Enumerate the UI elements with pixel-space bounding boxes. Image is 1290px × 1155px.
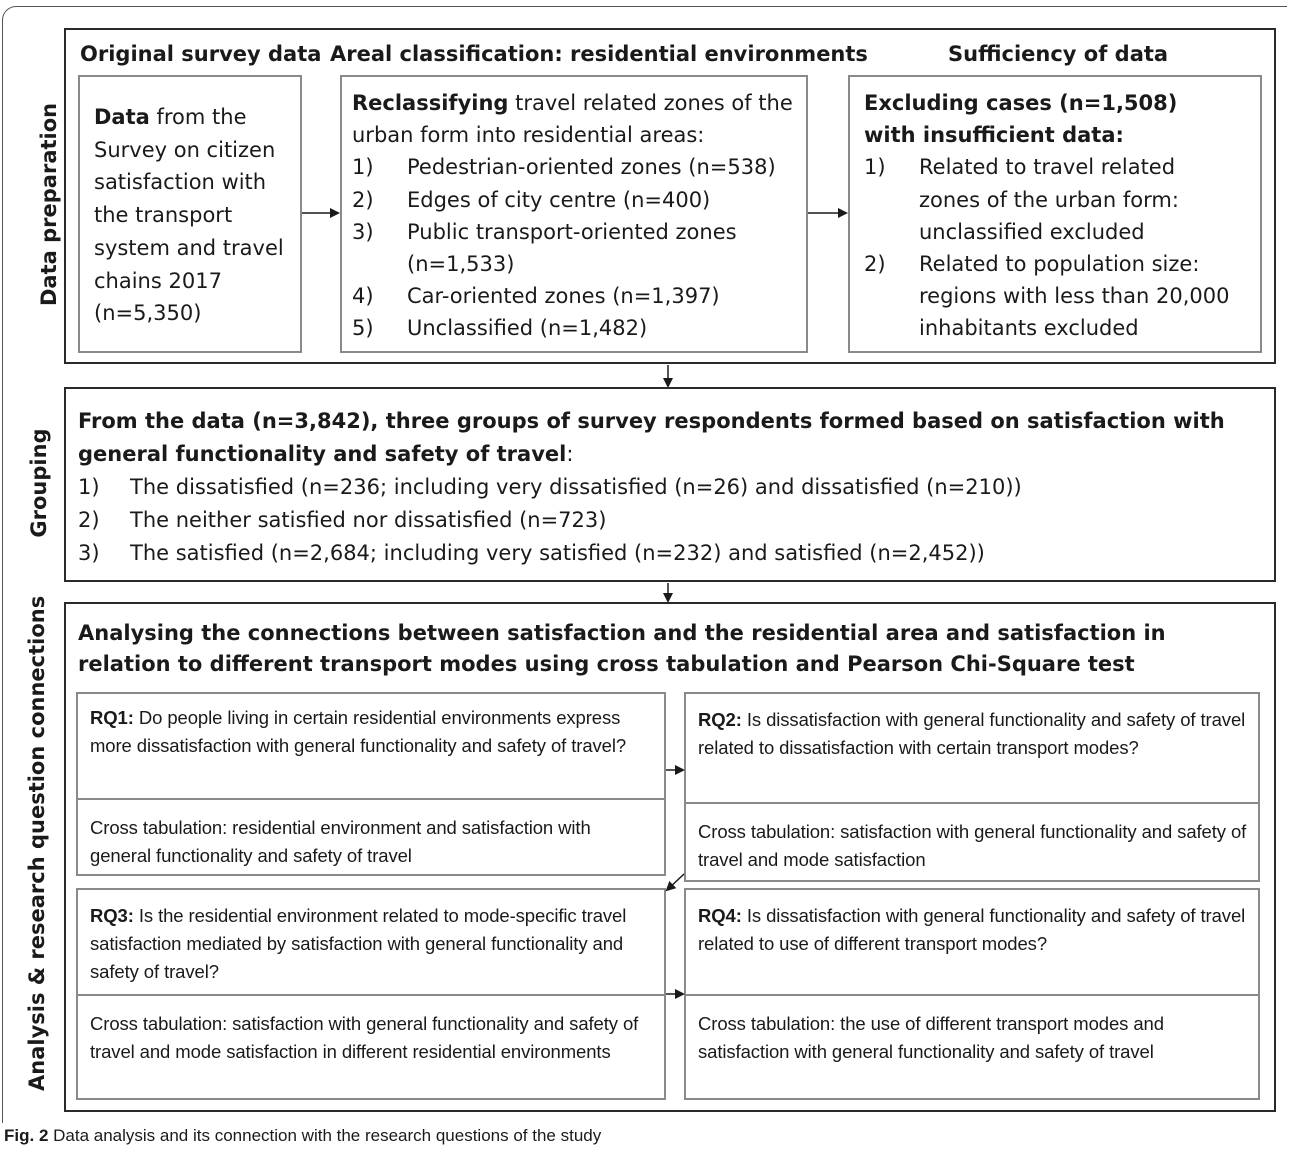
rq2-question-box: RQ2: Is dissatisfaction with general functionality and safety of travel related to dissatisfaction with certain transport modes? [684, 692, 1260, 804]
rq2-label: RQ2: [698, 709, 742, 730]
list-item: 3) Public transport-oriented zones (n=1,533) [352, 219, 737, 277]
areal-bold: Reclassifying [352, 91, 509, 115]
rq4-method: Cross tabulation: the use of different transport modes and satisfaction with general functionality and safety of travel [698, 1013, 1164, 1062]
list-item: 1) Pedestrian-oriented zones (n=538) [352, 155, 776, 180]
grouping-panel: From the data (n=3,842), three groups of survey respondents formed based on satisfaction with general functionality and safety of travel: 1) The dissatisfied (n=236; including very dissatisfied (n=26) and dissatisfied (n=210)) 2) The neither satisfied nor dissatisfied (n=723) 3) The satisfied (n=2,684; including very satisfied (n=232) and satisfied (n=2,452)) [64, 387, 1276, 582]
column-heading-areal: Areal classification: residential environments [330, 42, 868, 66]
list-item: 1) Related to travel related zones of the urban form: unclassified excluded [864, 155, 1179, 244]
rq4-label: RQ4: [698, 905, 742, 926]
list-item: 1) The dissatisfied (n=236; including very dissatisfied (n=26) and dissatisfied (n=210)) [78, 475, 1022, 499]
rq4-question-box: RQ4: Is dissatisfaction with general functionality and safety of travel related to use of different transport modes? [684, 888, 1260, 996]
list-item: 3) The satisfied (n=2,684; including very satisfied (n=232) and satisfied (n=2,452)) [78, 541, 985, 565]
column-heading-sufficiency: Sufficiency of data [948, 42, 1169, 66]
original-survey-bold: Data [94, 105, 150, 129]
list-item: 4) Car-oriented zones (n=1,397) [352, 284, 720, 309]
list-item: 2) Related to population size: regions with less than 20,000 inhabitants excluded [864, 252, 1230, 341]
column-heading-original: Original survey data [80, 42, 322, 66]
stage-label-analysis: Analysis & research question connections [25, 595, 49, 1091]
rq1-method: Cross tabulation: residential environment and satisfaction with general functionality and safety of travel [90, 817, 591, 866]
list-item: 2) Edges of city centre (n=400) [352, 187, 711, 212]
rq1-question-box: RQ1: Do people living in certain residential environments express more dissatisfaction with general functionality and safety of travel? [76, 692, 666, 800]
arrow-rq2-to-rq3 [667, 874, 684, 890]
rq3-label: RQ3: [90, 905, 134, 926]
stage-label-data-preparation: Data preparation [37, 102, 61, 306]
rq3-method: Cross tabulation: satisfaction with general functionality and safety of travel and mode satisfaction in different residential environments [90, 1013, 639, 1062]
grouping-heading: From the data (n=3,842), three groups of survey respondents formed based on satisfaction with general functionality and safety of travel [78, 409, 1225, 466]
rq3-question-box: RQ3: Is the residential environment related to mode-specific travel satisfaction mediated by satisfaction with general functionality and safety of travel? [76, 888, 666, 996]
sufficiency-intro: Excluding cases (n=1,508) with insufficient data: [864, 91, 1178, 148]
caption-label: Fig. 2 [4, 1126, 49, 1145]
rq2-method: Cross tabulation: satisfaction with general functionality and safety of travel and mode satisfaction [698, 821, 1247, 870]
analysis-heading: Analysing the connections between satisfaction and the residential area and satisfaction in relation to different transport modes using cross tabulation and Pearson Chi-Square test [78, 621, 1166, 676]
list-item: 5) Unclassified (n=1,482) [352, 316, 648, 341]
list-item: 2) The neither satisfied nor dissatisfied (n=723) [78, 508, 607, 532]
areal-intro: travel related zones of the urban form into residential areas: [352, 91, 793, 148]
stage-label-grouping: Grouping [27, 428, 51, 538]
caption-text: Data analysis and its connection with the research questions of the study [48, 1126, 602, 1145]
original-survey-text: from the Survey on citizen satisfaction with the transport system and travel chains 2017 (n=5,350) [94, 105, 284, 326]
figure-caption [4, 1126, 601, 1146]
rq1-label: RQ1: [90, 707, 134, 728]
